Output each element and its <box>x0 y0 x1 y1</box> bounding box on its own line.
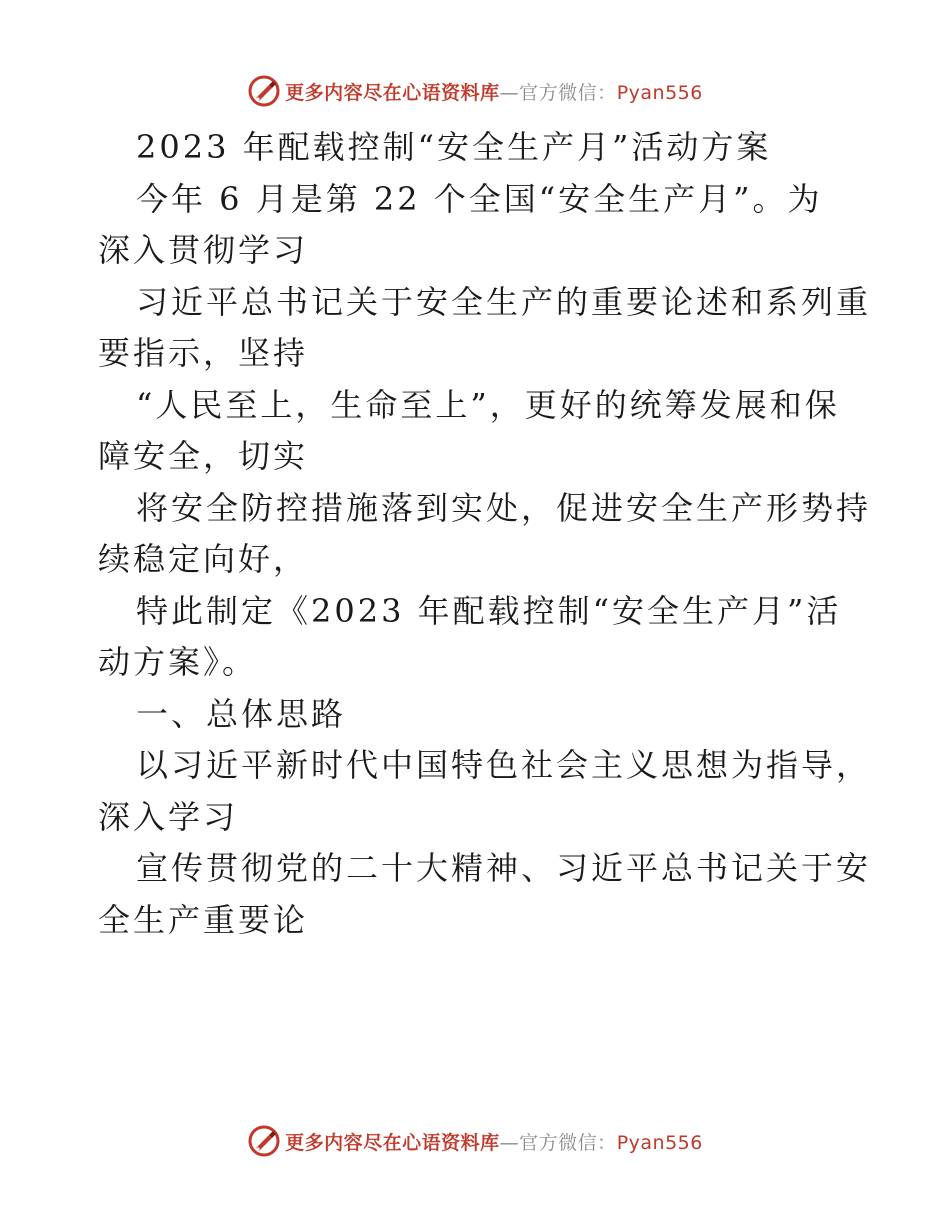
watermark-label: 官方微信： <box>519 1131 617 1154</box>
watermark-id: Pyan556 <box>616 1131 703 1154</box>
document-line: 续稳定向好， <box>98 540 309 578</box>
document-line: 深入贯彻学习 <box>98 231 309 269</box>
document-body <box>98 122 872 946</box>
pen-logo-icon <box>247 74 281 108</box>
document-line: 障安全，切实 <box>98 437 309 475</box>
document-line: 一、总体思路 <box>136 694 347 733</box>
document-line: 宣传贯彻党的二十大精神、习近平总书记关于安 <box>136 849 872 887</box>
document-line: 2023 年配载控制“安全生产月”活动方案 <box>136 128 772 166</box>
pen-logo-icon <box>247 1124 281 1158</box>
footer-watermark <box>0 1121 950 1161</box>
document-line: 要指示，坚持 <box>98 334 309 372</box>
document-line: 特此制定《2023 年配载控制“安全生产月”活 <box>136 591 842 630</box>
header-watermark <box>0 71 950 111</box>
watermark-dash: — <box>499 1131 520 1154</box>
watermark-main-text: 更多内容尽在心语资料库 <box>285 1131 500 1154</box>
document-line: 全生产重要论 <box>98 900 309 939</box>
watermark-dash: — <box>499 81 520 104</box>
document-line: 今年 6 月是第 22 个全国“安全生产月”。为 <box>136 179 823 218</box>
document-line: 动方案》。 <box>98 643 258 681</box>
watermark-id: Pyan556 <box>616 81 703 104</box>
watermark-main-text: 更多内容尽在心语资料库 <box>285 81 500 104</box>
watermark-label: 官方微信： <box>519 81 617 104</box>
document-line: 习近平总书记关于安全生产的重要论述和系列重 <box>136 282 872 321</box>
document-line: 以习近平新时代中国特色社会主义思想为指导， <box>136 746 872 784</box>
document-line: 将安全防控措施落到实处，促进安全生产形势持 <box>136 488 872 527</box>
document-line: 深入学习 <box>98 797 239 836</box>
document-line: “人民至上，生命至上”，更好的统筹发展和保 <box>136 385 840 424</box>
